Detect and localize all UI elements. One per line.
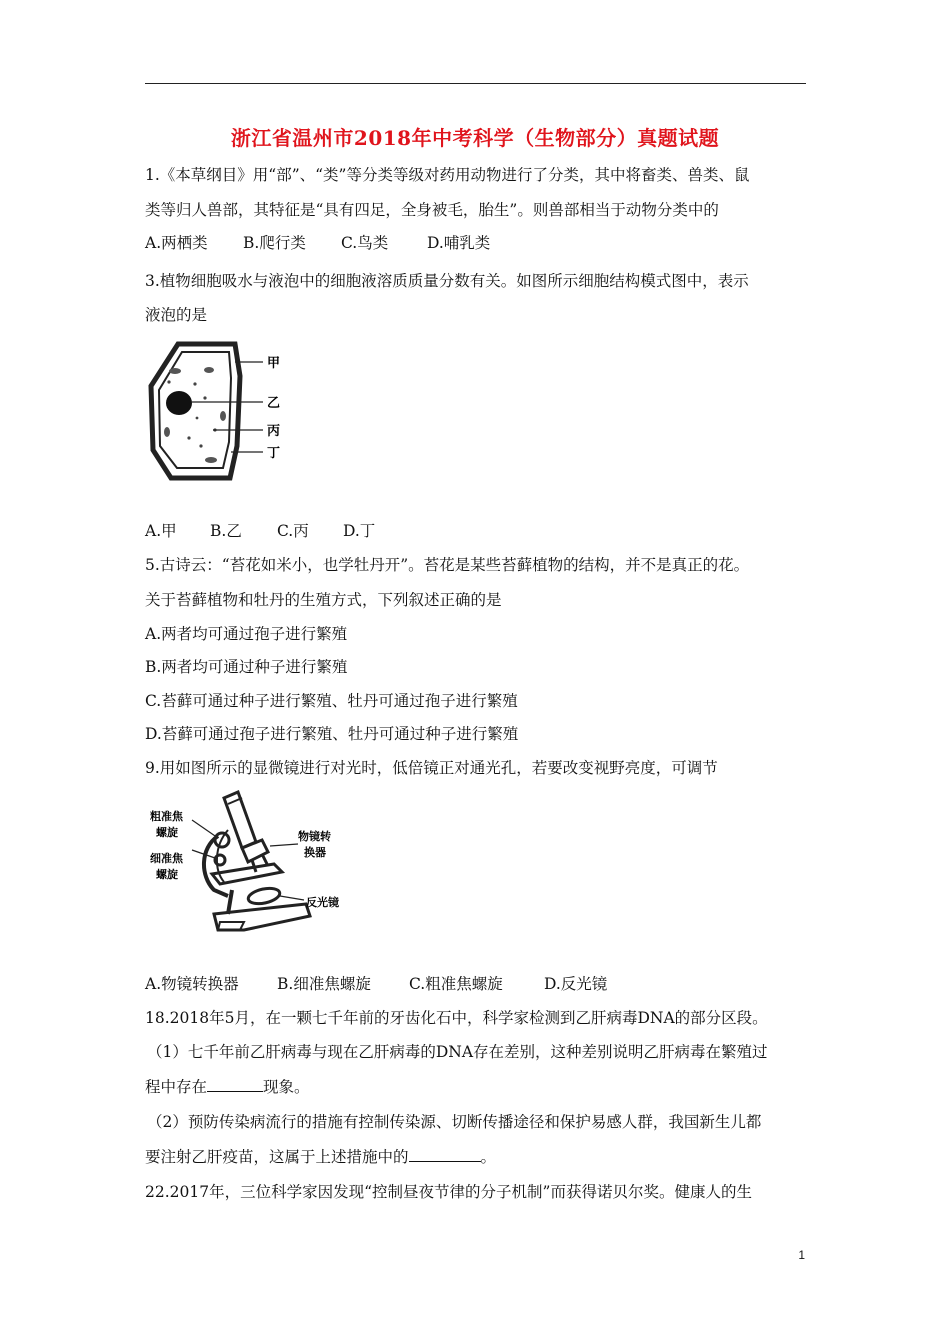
fine-knob-shape: [215, 855, 225, 865]
q5-line1: 5.古诗云：“苔花如米小，也学牡丹开”。苔花是某些苔藓植物的结构，并不是真正的花。: [145, 556, 750, 574]
nucleus-shape: [166, 391, 192, 415]
q9-option-b: B.细准焦螺旋: [277, 975, 371, 993]
q3-line2: 液泡的是: [145, 306, 208, 324]
label-turret-2: 换器: [304, 846, 326, 859]
q18-answer-blank-2[interactable]: [409, 1146, 481, 1162]
q9-option-a: A.物镜转换器: [145, 975, 239, 993]
q3-options: [145, 520, 375, 542]
q18-sub2-line1: （2）预防传染病流行的措施有控制传染源、切断传播途径和保护易感人群，我国新生儿都: [147, 1113, 762, 1131]
q5-line2: 关于苔藓植物和牡丹的生殖方式，下列叙述正确的是: [145, 591, 502, 609]
mirror-shape: [247, 886, 281, 906]
q1-option-d: D.哺乳类: [427, 234, 491, 252]
label-fine-1: 细准焦: [150, 852, 183, 865]
q18-sub2-text-b: 。: [480, 1148, 497, 1166]
q9-option-d: D.反光镜: [544, 975, 608, 993]
q5-option-a: A.两者均可通过孢子进行繁殖: [145, 625, 348, 643]
q9-option-c: C.粗准焦螺旋: [409, 975, 503, 993]
q5-option-c: C.苔藓可通过种子进行繁殖、牡丹可通过孢子进行繁殖: [145, 692, 518, 710]
cell-label-ding: 丁: [267, 446, 281, 461]
q3-line1: 3.植物细胞吸水与液泡中的细胞液溶质质量分数有关。如图所示细胞结构模式图中，表示: [145, 272, 749, 290]
q1-option-a: A.两栖类: [145, 234, 208, 252]
q3-option-b: B.乙: [210, 522, 242, 540]
cell-label-yi: 乙: [267, 396, 281, 411]
q18-sub1-text-a: 程中存在: [145, 1078, 208, 1096]
q5-option-b: B.两者均可通过种子进行繁殖: [145, 658, 348, 676]
label-turret-1: 物镜转: [298, 830, 331, 843]
q18-sub1-text-b: 现象。: [263, 1078, 310, 1096]
q9-line1: 9.用如图所示的显微镜进行对光时，低倍镜正对通光孔，若要改变视野亮度，可调节: [145, 759, 718, 777]
q1-option-c: C.鸟类: [341, 234, 389, 252]
q18-answer-blank-1[interactable]: [207, 1076, 263, 1092]
document-title: 浙江省温州市2018年中考科学（生物部分）真题试题: [230, 126, 720, 150]
q1-option-b: B.爬行类: [243, 234, 306, 252]
q18-sub2-text-a: 要注射乙肝疫苗，这属于上述措施中的: [145, 1148, 409, 1166]
plant-cell-figure: [145, 338, 295, 488]
q22-line1: 22.2017年，三位科学家因发现“控制昼夜节律的分子机制”而获得诺贝尔奖。健康人的生: [145, 1183, 752, 1201]
q9-options: [145, 973, 607, 995]
q3-option-d: D.丁: [343, 522, 376, 540]
q18-sub1-line1: （1）七千年前乙肝病毒与现在乙肝病毒的DNA存在差别，这种差别说明乙肝病毒在繁殖过: [147, 1043, 768, 1061]
q18-sub2-line2: [145, 1146, 496, 1168]
q1-line1: 1.《本草纲目》用“部”、“类”等分类等级对药用动物进行了分类，其中将畜类、兽类、鼠: [145, 166, 750, 184]
label-fine-2: 螺旋: [156, 868, 178, 881]
q1-line2: 类等归人兽部，其特征是“具有四足，全身被毛，胎生”。则兽部相当于动物分类中的: [145, 201, 719, 219]
page-number: 1: [798, 1248, 805, 1262]
q3-option-a: A.甲: [145, 522, 177, 540]
label-coarse-1: 粗准焦: [150, 810, 183, 823]
header-rule: [145, 83, 806, 84]
cell-label-bing: 丙: [267, 424, 281, 439]
q5-option-d: D.苔藓可通过孢子进行繁殖、牡丹可通过种子进行繁殖: [145, 725, 519, 743]
microscope-figure: [148, 790, 363, 940]
q18-line1: 18.2018年5月，在一颗七千年前的牙齿化石中，科学家检测到乙肝病毒DNA的部分区段。: [145, 1009, 768, 1027]
q3-option-c: C.丙: [277, 522, 309, 540]
label-mirror: 反光镜: [306, 896, 339, 909]
label-coarse-2: 螺旋: [156, 826, 178, 839]
q1-options: [145, 232, 490, 254]
q18-sub1-line2: [145, 1076, 310, 1098]
cell-label-jia: 甲: [267, 356, 281, 371]
